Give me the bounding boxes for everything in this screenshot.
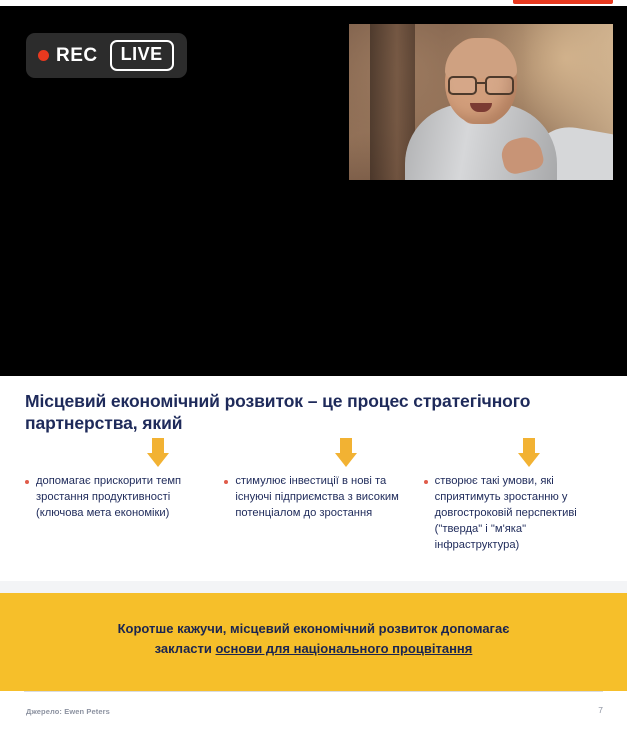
arrow-down-icon-1	[147, 438, 169, 468]
bullet-column-2	[224, 474, 405, 554]
summary-band	[0, 593, 627, 691]
glasses-left-lens	[448, 76, 477, 95]
presentation-slide	[0, 376, 627, 740]
slide-separator	[0, 581, 627, 593]
bullet-text: стимулює інвестиції в нові та існуючі підприємства з високим потенціалом до зростання	[235, 475, 399, 519]
glasses-right-lens	[485, 76, 514, 95]
bullet-column-3	[424, 474, 605, 554]
slide-footer	[0, 691, 627, 740]
recording-indicator-bar	[513, 0, 613, 4]
arrow-down-icon-2	[335, 438, 357, 468]
summary-line-2-underlined: основи для національного процвітання	[215, 640, 473, 656]
record-dot-icon	[38, 50, 49, 61]
arrow-down-icon-3	[518, 438, 540, 468]
footer-divider	[24, 691, 603, 692]
summary-line-1: Коротше кажучи, місцевий економічний розвиток допомагає	[117, 621, 510, 636]
arrow-row	[0, 438, 627, 472]
source-note: Джерело: Ewen Peters	[26, 707, 110, 716]
bullet-dot-icon	[224, 480, 228, 484]
bullet-text: допомагає прискорити темп зростання продуктивності (ключова мета економіки)	[36, 475, 182, 519]
summary-text	[54, 619, 574, 658]
recording-status-pill	[26, 33, 187, 78]
slide-heading: Місцевий економічний розвиток – це процес стратегічного партнерства, який	[25, 391, 531, 434]
rec-label: REC	[56, 45, 98, 66]
rec-status	[38, 46, 98, 65]
video-stage	[0, 6, 627, 376]
bullet-columns	[25, 474, 605, 554]
live-badge	[110, 40, 174, 71]
speaker-video-thumbnail[interactable]	[349, 24, 613, 180]
bullet-dot-icon	[25, 480, 29, 484]
live-label: LIVE	[120, 44, 163, 64]
bullet-dot-icon	[424, 480, 428, 484]
eyeglasses-icon	[448, 76, 514, 91]
page-number: 7	[598, 705, 603, 715]
summary-line-2-plain: закласти	[154, 640, 216, 656]
bullet-text: створює такі умови, які сприятимуть зростанню у довгостроковій перспективі ("тверда" і "м'яка" інфраструктура)	[434, 475, 577, 551]
bullet-column-1	[25, 474, 206, 554]
